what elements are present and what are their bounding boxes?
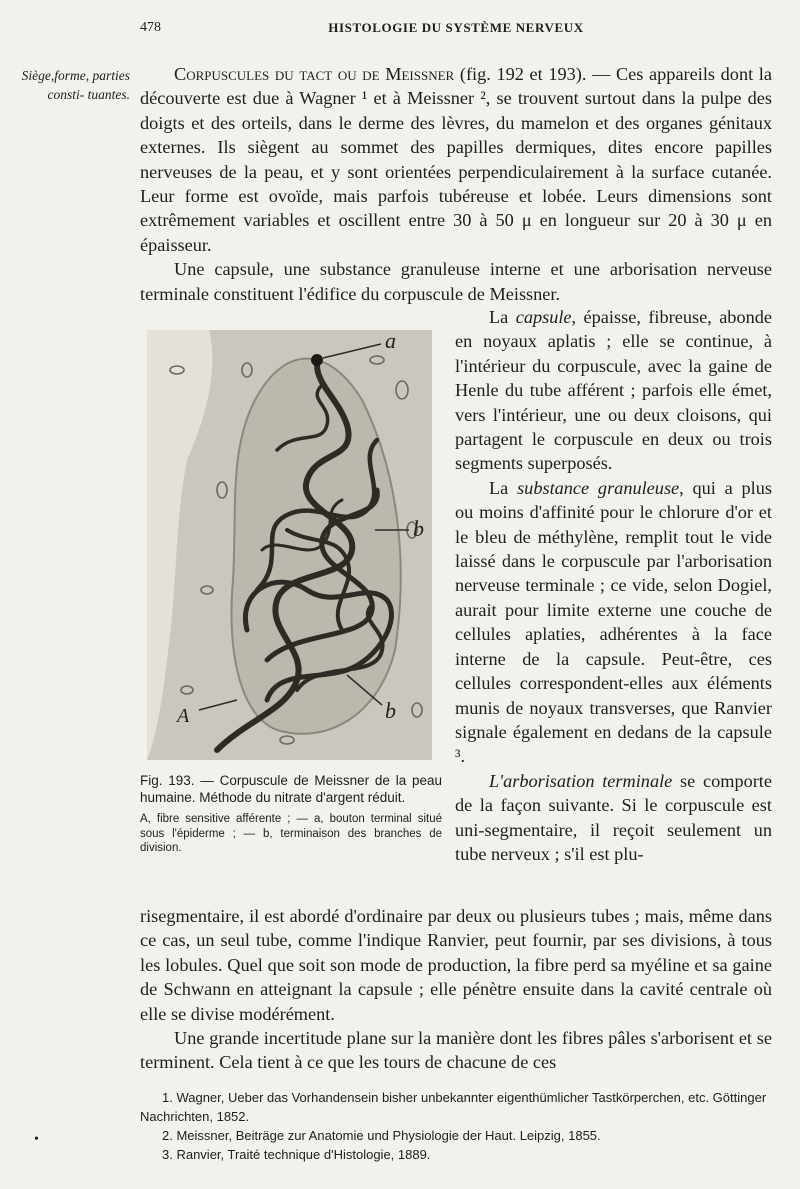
label-b-upper: b xyxy=(413,516,424,541)
margin-dot: • xyxy=(34,1132,39,1147)
bottom-text xyxy=(140,904,772,1075)
bottom-paragraph-1: risegmentaire, il est abordé d'ordinaire par deux ou plusieurs tubes ; mais, même dans ce cas, un seul tube, comme l'indique Ranvier, peut fournir, par ses divisions, à tous les lobules. Quel que soit son mode de production, la fibre perd sa myéline et sa gaine de Schwann en atteignant la capsule ; elle pénètre ensuite dans la cavité centrale où elle se divise modérément. xyxy=(140,906,772,1024)
footnotes xyxy=(140,1088,772,1164)
substance-paragraph xyxy=(455,476,772,769)
label-b-lower: b xyxy=(385,698,396,723)
substance-term: substance granuleuse xyxy=(517,477,680,498)
footnote-2: 2. Meissner, Beiträge zur Anatomie und Physiologie der Haut. Leipzig, 1855. xyxy=(162,1128,601,1143)
label-A: A xyxy=(177,705,190,727)
right-column-text xyxy=(455,305,772,866)
arborisation-term: L'arborisation terminale xyxy=(489,770,673,791)
substance-text: , qui a plus ou moins d'affinité pour le chlorure d'or et le bleu de méthylène, remplit tout le vide laissé dans le corpuscule par l'arborisation nerveuse terminale ; ce vide, selon Dogiel, aurait pour limite externe une couche de cellules aplaties, adhérentes à la face interne de la capsule. Peut-être, ces cellules correspondent-elles aux éléments munis de noyaux transverses, que Ranvier signale également en dedans de la capsule ³. xyxy=(455,477,772,767)
footnote-3: 3. Ranvier, Traité technique d'Histologie, 1889. xyxy=(162,1147,431,1162)
arborisation-text: se comporte de la façon suivante. Si le corpuscule est uni-segmentaire, il reçoit seulement un tube nerveux ; s'il est plu- xyxy=(455,770,773,864)
capsule-paragraph xyxy=(455,305,772,476)
meissner-corpuscle-illustration xyxy=(147,330,432,760)
illustration-drawing xyxy=(147,330,432,760)
margin-note: Siège,forme, parties consti- tuantes. xyxy=(21,68,130,102)
figure-legend: A, fibre sensitive afférente ; — a, bouton terminal situé sous l'épiderme ; — b, terminaison des branches de division. xyxy=(140,813,442,854)
bottom-paragraph-2: Une grande incertitude plane sur la manière dont les fibres pâles s'arborisent et se terminent. Cela tient à ce que les tours de chacune de ces xyxy=(140,1028,772,1073)
page-header xyxy=(140,20,772,40)
capsule-term: capsule xyxy=(515,307,572,327)
footnote-1: 1. Wagner, Ueber das Vorhandensein bisher unbekannter eigenthümlicher Tastkörperchen, etc. Göttinger Nachrichten, 1852. xyxy=(140,1090,767,1124)
capsule-lead: La xyxy=(489,307,516,327)
arborisation-paragraph xyxy=(455,769,772,867)
section-heading: Corpuscules du tact ou de Meissner xyxy=(174,64,455,84)
substance-lead: La xyxy=(489,477,518,498)
intro-paragraph-1-text: (fig. 192 et 193). — Ces appareils dont la découverte est due à Wagner ¹ et à Meissner ², se trouvent surtout dans la pulpe des doigts et des orteils, dans le derme des lèvres, du mamelon et des organes génitaux externes. Ils siègent au sommet des papilles dermiques, dites encore papilles nerveuses de la peau, et y sont orientées perpendiculairement à la surface cutanée. Leur forme est ovoïde, mais parfois tubéreuse et lobée. Leurs dimensions sont extrêmement variables et oscillent entre 30 à 50 μ en longueur sur 20 à 30 μ en épaisseur. xyxy=(140,64,773,255)
label-a: a xyxy=(385,330,396,353)
intro-text xyxy=(140,62,772,306)
figure-193 xyxy=(140,330,442,856)
running-title: HISTOLOGIE DU SYSTÈME NERVEUX xyxy=(328,20,584,35)
capsule-text: , épaisse, fibreuse, abonde en noyaux aplatis ; elle se continue, à l'intérieur du corpuscule, avec la gaine de Henle du tube afférent ; parfois elle émet, vers l'intérieur, une ou deux cloisons, qui partagent le corpuscule en deux ou trois segments superposés. xyxy=(455,307,772,474)
page-number: 478 xyxy=(140,20,161,35)
intro-paragraph-1 xyxy=(140,62,772,257)
intro-paragraph-2: Une capsule, une substance granuleuse interne et une arborisation nerveuse terminale constituent l'édifice du corpuscule de Meissner. xyxy=(140,259,772,304)
figure-caption: Fig. 193. — Corpuscule de Meissner de la peau humaine. Méthode du nitrate d'argent réduit. xyxy=(140,773,442,805)
